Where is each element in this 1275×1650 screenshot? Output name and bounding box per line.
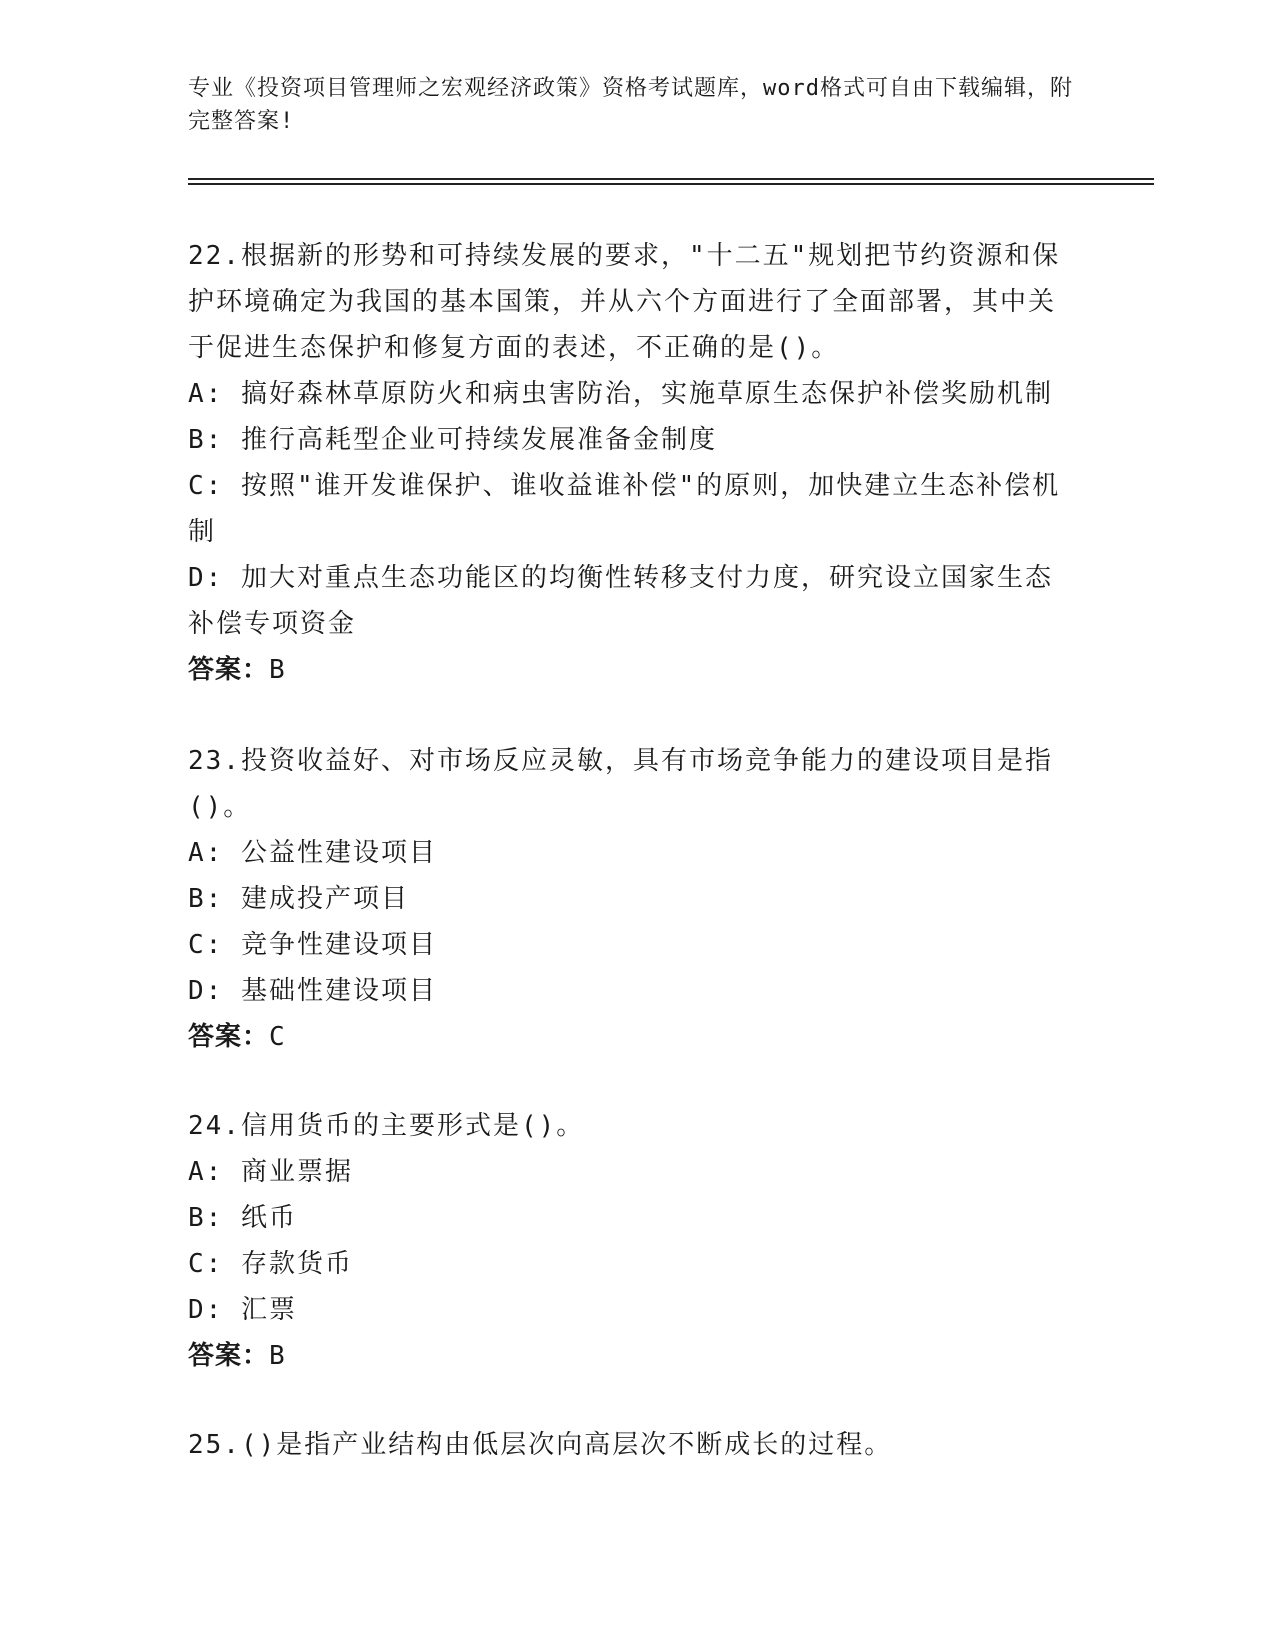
option-b: B: 建成投产项目 bbox=[188, 884, 409, 914]
option-a: A: 商业票据 bbox=[188, 1157, 353, 1187]
option-d: D: 基础性建设项目 bbox=[188, 976, 437, 1006]
option-c: C: 竞争性建设项目 bbox=[188, 930, 437, 960]
option-a: A: 公益性建设项目 bbox=[188, 838, 437, 868]
option-c: C: 存款货币 bbox=[188, 1249, 353, 1279]
answer-label: 答案： bbox=[188, 655, 270, 685]
option-b: B: 推行高耗型企业可持续发展准备金制度 bbox=[188, 425, 717, 455]
document-header: 专业《投资项目管理师之宏观经济政策》资格考试题库，word格式可自由下载编辑，附完整答案! bbox=[188, 76, 1073, 134]
answer-value: B bbox=[269, 655, 286, 685]
option-d: D: 汇票 bbox=[188, 1295, 297, 1325]
question-24 bbox=[188, 1103, 1078, 1379]
option-a: A: 搞好森林草原防火和病虫害防治，实施草原生态保护补偿奖励机制 bbox=[188, 379, 1053, 409]
question-stem: 24.信用货币的主要形式是()。 bbox=[188, 1111, 585, 1141]
answer-label: 答案： bbox=[188, 1022, 270, 1052]
question-stem: 22.根据新的形势和可持续发展的要求，"十二五"规划把节约资源和保护环境确定为我国的基本国策，并从六个方面进行了全面部署，其中关于促进生态保护和修复方面的表述，不正确的是()。 bbox=[188, 241, 1061, 363]
answer-value: C bbox=[269, 1022, 286, 1052]
question-stem: 25.()是指产业结构由低层次向高层次不断成长的过程。 bbox=[188, 1430, 893, 1460]
question-23 bbox=[188, 738, 1078, 1060]
option-c: C: 按照"谁开发谁保护、谁收益谁补偿"的原则，加快建立生态补偿机制 bbox=[188, 471, 1061, 547]
answer bbox=[188, 1333, 1078, 1379]
answer-label: 答案： bbox=[188, 1341, 270, 1371]
header-divider-bottom bbox=[188, 183, 1154, 185]
question-22 bbox=[188, 233, 1078, 693]
question-stem: 23.投资收益好、对市场反应灵敏，具有市场竞争能力的建设项目是指()。 bbox=[188, 746, 1053, 822]
option-b: B: 纸币 bbox=[188, 1203, 297, 1233]
answer bbox=[188, 647, 1078, 693]
answer-value: B bbox=[269, 1341, 286, 1371]
option-d: D: 加大对重点生态功能区的均衡性转移支付力度，研究设立国家生态补偿专项资金 bbox=[188, 563, 1053, 639]
question-25 bbox=[188, 1422, 1078, 1468]
header-divider-top bbox=[188, 178, 1154, 180]
answer bbox=[188, 1014, 1078, 1060]
